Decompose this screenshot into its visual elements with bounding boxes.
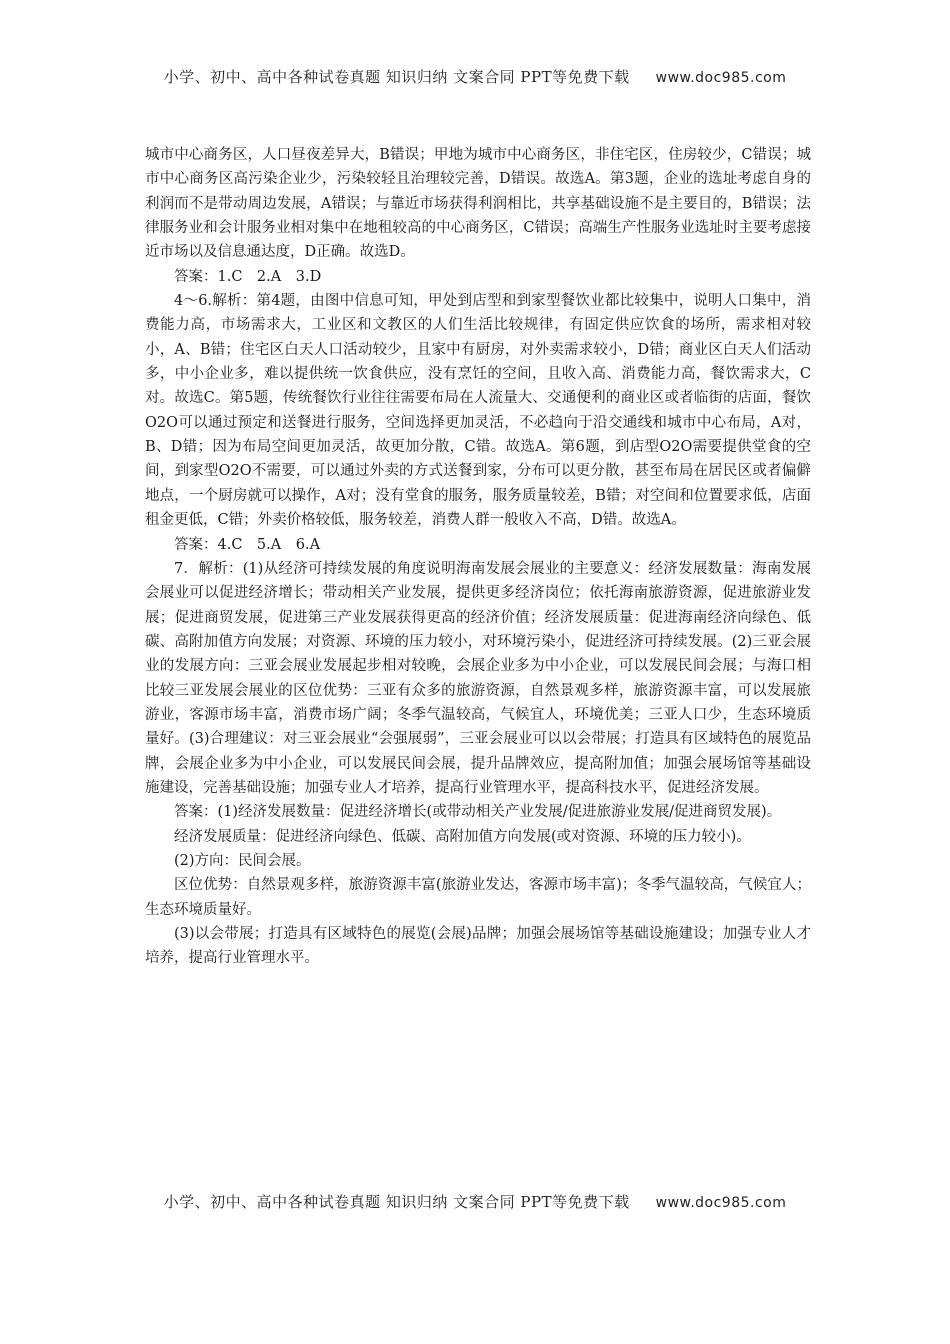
answer-7-advantage: 区位优势：自然景观多样，旅游资源丰富(旅游业发达，客源市场丰富)；冬季气温较高，气候宜人；生态环境质量好。 <box>145 877 811 918</box>
header-text: 小学、初中、高中各种试卷真题 知识归纳 文案合同 PPT等免费下载 <box>163 68 630 86</box>
footer-url[interactable]: www.doc985.com <box>655 1195 787 1211</box>
answer-7-part3: (3)以会带展；打造具有区域特色的展览(会展)品牌；加强会展场馆等基础设施建设；加强专业人才培养，提高行业管理水平。 <box>145 926 811 967</box>
page-footer <box>0 1191 950 1212</box>
header-url[interactable]: www.doc985.com <box>655 70 787 86</box>
answer-7-quality: 经济发展质量：促进经济向绿色、低碳、高附加值方向发展(或对资源、环境的压力较小)。 <box>174 828 751 845</box>
paragraph-analysis-1-3: 城市中心商务区，人口昼夜差异大，B错误；甲地为城市中心商务区，非住宅区，住房较少，C错误；城市中心商务区高污染企业少，污染较轻且治理较完善，D错误。故选A。第3题，企业的选址考虑自身的利润而不是带动周边发展，A错误；与靠近市场获得利润相比，共享基础设施不是主要目的，B错误；法律服务业和会计服务业相对集中在地租较高的中心商务区，C错误；高端生产性服务业选址时主要考虑接近市场以及信息通达度，D正确。故选D。 <box>145 147 811 261</box>
paragraph-analysis-7: 7．解析：(1)从经济可持续发展的角度说明海南发展会展业的主要意义：经济发展数量：海南发展会展业可以促进经济增长；带动相关产业发展，提供更多经济岗位；依托海南旅游资源，促进旅游业发展；促进商贸发展，促进第三产业发展获得更高的经济价值；经济发展质量：促进海南经济向绿色、低碳、高附加值方向发展；对资源、环境的压力较小，对环境污染小，促进经济可持续发展。(2)三亚会展业的发展方向：三亚会展业发展起步相对较晚，会展企业多为中小企业，可以发展民间会展；与海口相比较三亚发展会展业的区位优势：三亚有众多的旅游资源，自然景观多样，旅游资源丰富，可以发展旅游业，客源市场丰富，消费市场广阔；冬季气温较高，气候宜人，环境优美；三亚人口少，生态环境质量好。(3)合理建议：对三亚会展业“会强展弱”，三亚会展业可以以会带展；打造具有区域特色的展览品牌，会展企业多为中小企业，可以发展民间会展，提升品牌效应，提高附加值；加强会展场馆等基础设施建设，完善基础设施；加强专业人才培养，提高行业管理水平，提高科技水平，促进经济发展。 <box>145 560 811 796</box>
footer-text: 小学、初中、高中各种试卷真题 知识归纳 文案合同 PPT等免费下载 <box>163 1193 630 1211</box>
page-header <box>0 66 950 87</box>
answer-7-part1: 答案：(1)经济发展数量：促进经济增长(或带动相关产业发展/促进旅游业发展/促进商贸发展)。 <box>174 804 782 821</box>
answer-1-3: 答案：1.C 2.A 3.D <box>174 268 322 285</box>
paragraph-analysis-4-6: 4～6.解析：第4题，由图中信息可知，甲处到店型和到家型餐饮业都比较集中，说明人口集中，消费能力高，市场需求大，工业区和文教区的人们生活比较规律，有固定供应饮食的场所，需求相对较小，A、B错；住宅区白天人口活动较少，且家中有厨房，对外卖需求较小，D错；商业区白天人们活动多，中小企业多，难以提供统一饮食供应，没有烹饪的空间，且收入高、消费能力高，餐饮需求大，C对。故选C。第5题，传统餐饮行业往往需要布局在人流量大、交通便利的商业区或者临街的店面，餐饮O2O可以通过预定和送餐进行服务，空间选择更加灵活，不必趋向于沿交通线和城市中心布局，A对，B、D错；因为布局空间更加灵活，故更加分散，C错。故选A。第6题，到店型O2O需要提供堂食的空间，到家型O2O不需要，可以通过外卖的方式送餐到家，分布可以更分散，甚至布局在居民区或者偏僻地点，一个厨房就可以操作，A对；没有堂食的服务，服务质量较差，B错；对空间和位置要求低，店面租金更低，C错；外卖价格较低，服务较差，消费人群一般收入不高，D错。故选A。 <box>145 293 811 529</box>
answer-7-part2: (2)方向：民间会展。 <box>174 852 311 869</box>
document-body <box>145 143 811 971</box>
answer-4-6: 答案：4.C 5.A 6.A <box>174 536 321 553</box>
